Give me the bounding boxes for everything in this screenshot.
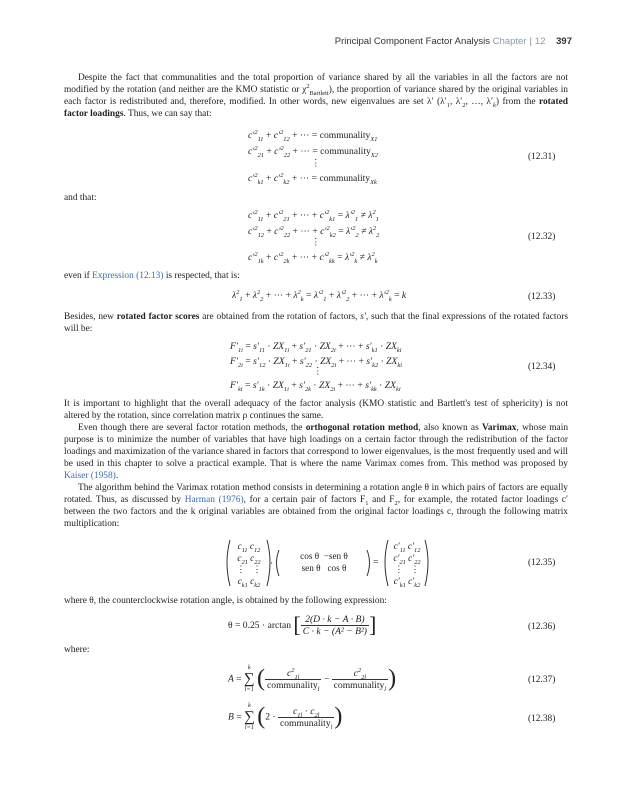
page-number: 397: [556, 36, 572, 47]
equation-12-31-line3: $c'^2_{k1} + c'^2_{k2}$ + ⋯ = communality$_{Xk}$: [248, 171, 377, 186]
equation-12-34-line2: $F'_{2i} = s'_{12} \cdot ZX_{1i} + s'_{22} \cdot ZX_{2i}$ + ⋯ + $s'_{k2} \cdot ZX_{ki}$: [230, 356, 403, 369]
kaiser-1958-link[interactable]: Kaiser (1958): [64, 471, 116, 482]
vertical-dots: ⋮: [311, 237, 321, 248]
where-label: where:: [64, 645, 90, 655]
bold-orthogonal-rotation-method: orthogonal rotation method: [305, 423, 419, 433]
chapter-number: 12: [534, 36, 546, 47]
bold-rotated-factor-scores: rotated factor scores: [116, 312, 200, 322]
equation-12-31-line1: $c'^2_{11} + c'^2_{12}$ + ⋯ = communality$_{X1}$: [248, 128, 378, 143]
equation-12-34-line1: $F'_{1i} = s'_{11} \cdot ZX_{1i} + s'_{21} \cdot ZX_{2i}$ + ⋯ + $s'_{k1} \cdot ZX_{ki}$: [230, 341, 402, 354]
equation-12-32-line1: $c'^2_{11} + c'^2_{21}$ + ⋯ + $c'^2_{k1} = \lambda'^2_1 \ne \lambda^2_1$: [248, 208, 379, 223]
equation-number-12-33: (12.33): [528, 292, 556, 302]
equation-number-12-34: (12.34): [528, 362, 556, 372]
equation-12-33: $\lambda^2_1 + \lambda^2_2$ + ⋯ + $\lambda^2_k = \lambda'^2_1 + \lambda'^2_2$ + ⋯ + $\lambda'^2_k = k$: [232, 288, 407, 303]
harman-1976-link[interactable]: Harman (1976): [184, 495, 244, 506]
equation-12-34-line3: $F'_{ki} = s'_{1k} \cdot ZX_{1i} + s'_{2k} \cdot ZX_{2i}$ + ⋯ + $s'_{kk} \cdot ZX_{ki}$: [230, 380, 401, 393]
expression-12-13-link[interactable]: Expression (12.13): [92, 271, 164, 281]
and-that-label: and that:: [64, 193, 97, 203]
matrix-c-prime: $c'_{11}$ $c'_{12}$ $c'_{21}$ $c'_{22}$ ⋮ ⋮ $c'_{k1}$ $c'_{k2}$: [393, 541, 421, 589]
header-separator: |: [529, 36, 532, 47]
paragraph-algorithm: The algorithm behind the Varimax rotation method consists in determining a rotation angle θ in which pairs of factors are equally rotated. Thus, as discussed by Harman (1976), for a certain pair of factors $F_1$ and $F_2$, for example, the rotated factor loadings c′ between the two factors and the k original variables are obtained from the original factor loadings c, through the following matrix multiplication:: [64, 483, 569, 530]
equation-12-38: B = k ∑ l=1 (2 · $\frac{c_{1l} \cdot c_{2l}}{communality_l}$ ): [228, 702, 343, 731]
equals-sign: =: [373, 557, 379, 568]
rotation-matrix: cos θ −sen θ sen θ cos θ: [300, 551, 348, 573]
equation-number-12-35: (12.35): [528, 558, 556, 568]
bold-varimax: Varimax: [481, 423, 517, 433]
equation-12-37: A = k ∑ l=1 ( $\frac{c^2_{1l}}{communality_l}$ − $\frac{c^2_{2l}}{communality_l}$ ): [228, 664, 397, 693]
multiply-dot: ·: [270, 558, 274, 569]
vertical-dots: ⋮: [311, 158, 321, 169]
equation-number-12-36: (12.36): [528, 622, 556, 632]
vertical-dots: ⋮: [313, 366, 323, 377]
running-title: Principal Component Factor Analysis: [334, 36, 490, 47]
equation-12-32-line2: $c'^2_{12} + c'^2_{22}$ + ⋯ + $c'^2_{k2} = \lambda'^2_2 \ne \lambda^2_2$: [248, 224, 380, 239]
matrix-c: $c_{11}$ $c_{12}$ $c_{21}$ $c_{22}$ ⋮ ⋮ $c_{k1}$ $c_{k2}$: [236, 541, 262, 589]
bold-rotated-factor-loadings: rotated factor loadings: [64, 97, 568, 120]
equation-number-12-37: (12.37): [528, 675, 556, 685]
paragraph-rotated-scores: Besides, new rotated factor scores are obtained from the rotation of factors, s′, such that the final expressions of the rotated factors will be:: [64, 312, 568, 335]
equation-12-36: θ = 0.25 · arctan [ $\frac{2(D \cdot k - A \cdot B)}{\text{C · k − (A² − B²)}}$ ]: [228, 612, 377, 637]
equation-12-32-line3: $c'^2_{1k} + c'^2_{2k}$ + ⋯ + $c'^2_{kk} = \lambda'^2_k \ne \lambda^2_k$: [248, 250, 378, 265]
paragraph-rotation-intro: Despite the fact that communalities and the total proportion of variance shared by all the variables in all the factors are not modified by the rotation (and neither are the KMO statistic or $\chi^2_{Bartlett}$), the proportion of variance shared by the original variables in each factor is redistributed and, therefore, modified. In other words, new eigenvalues are set λ′ ($\lambda'_1$, $\lambda'_2$, …, $\lambda'_k$) from the rotated factor loadings. Thus, we can say that:: [64, 73, 568, 120]
where-theta-sentence: where θ, the counterclockwise rotation angle, is obtained by the following expression:: [64, 596, 387, 606]
equation-12-31-line2: $c'^2_{21} + c'^2_{22}$ + ⋯ = communality$_{X2}$: [248, 144, 378, 159]
equation-number-12-38: (12.38): [528, 714, 556, 724]
equation-number-12-31: (12.31): [528, 152, 556, 162]
paragraph-varimax: Even though there are several factor rotation methods, the orthogonal rotation method, also known as Varimax, whose main purpose is to minimize the number of variables that have high loadings on a certain factor through the redistribution of the factor loadings and maximization of the variance shared in factors that correspond to lower eigenvalues, is the most frequently used and will be used in this chapter to solve a practical example. That is where the name Varimax comes from. This method was proposed by Kaiser (1958).: [64, 423, 569, 482]
even-if-sentence: even if Expression (12.13) is respected, that is:: [64, 271, 240, 281]
equation-number-12-32: (12.32): [528, 232, 556, 242]
chapter-label: Chapter: [492, 36, 527, 47]
paragraph-overall-adequacy: It is important to highlight that the overall adequacy of the factor analysis (KMO statistic and Bartlett's test of sphericity) is not altered by the rotation, since correlation matrix ρ continues the same.: [64, 399, 568, 422]
